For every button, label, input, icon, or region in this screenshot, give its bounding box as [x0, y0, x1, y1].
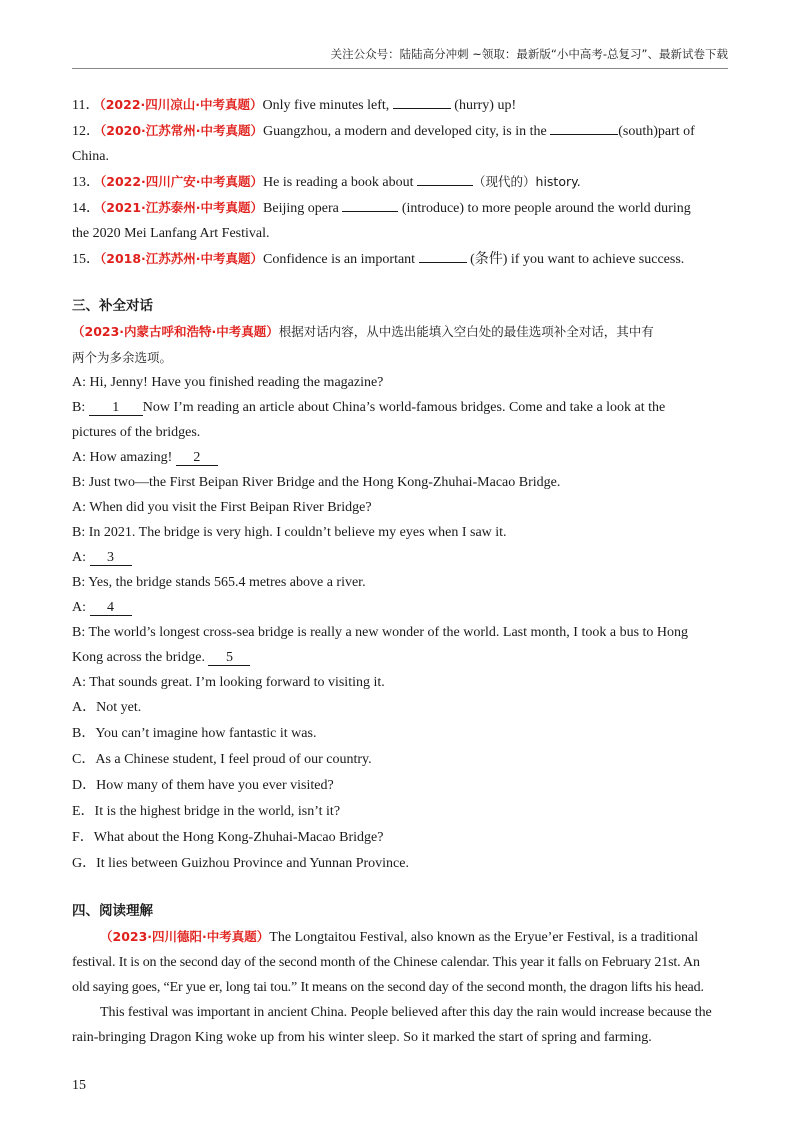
question-source: （2022·四川凉山·中考真题）: [99, 97, 263, 112]
dialogue-blank-3[interactable]: 3: [90, 550, 132, 566]
dialogue-blank-4[interactable]: 4: [90, 600, 132, 616]
question-number: 14．: [72, 201, 100, 216]
question-source: （2022·四川广安·中考真题）: [100, 174, 264, 189]
question-source: （2021·江苏泰州·中考真题）: [100, 200, 264, 215]
answer-blank[interactable]: [419, 247, 467, 263]
option-item: G．It lies between Guizhou Province and Yunnan Province.: [72, 856, 409, 871]
dialogue-instruction-continued: 两个为多余选项。: [72, 350, 173, 365]
dialogue-line-continued: pictures of the bridges.: [72, 425, 201, 440]
dialogue-text: A: How amazing!: [72, 450, 173, 465]
answer-blank[interactable]: [393, 93, 451, 109]
question-hint: (south)part of: [618, 124, 695, 139]
question-12: [72, 118, 728, 144]
dialogue-line: A: That sounds great. I’m looking forward to visiting it.: [72, 675, 385, 690]
answer-blank[interactable]: [417, 170, 473, 186]
section-source: （2023·内蒙古呼和浩特·中考真题）: [72, 324, 279, 339]
section-title-reading: 四、阅读理解: [72, 903, 153, 919]
dialogue-line-continued: [72, 645, 728, 670]
dialogue-line: A: When did you visit the First Beipan River Bridge?: [72, 500, 372, 515]
question-source: （2018·江苏苏州·中考真题）: [100, 251, 264, 266]
speaker-label: A:: [72, 550, 86, 565]
option-item: A．Not yet.: [72, 700, 142, 715]
option-item: F．What about the Hong Kong-Zhuhai-Macao Bridge?: [72, 830, 384, 845]
dialogue-line: [72, 395, 728, 420]
paragraph-line: rain-bringing Dragon King woke up from his winter sleep. So it marked the start of spring and farming.: [72, 1030, 652, 1045]
question-15: [72, 246, 728, 272]
paragraph-line: old saying goes, “Er yue er, long tai tou.” It means on the second day of the second month, the dragon lifts his head.: [72, 980, 704, 995]
document-body: [72, 92, 728, 1050]
question-text: Beijing opera: [263, 201, 339, 216]
question-number: 15．: [72, 252, 100, 267]
speaker-label: B:: [72, 400, 86, 415]
question-source: （2020·江苏常州·中考真题）: [100, 123, 264, 138]
reading-paragraph-2: This festival was important in ancient China. People believed after this day the rain would increase because the: [100, 1005, 712, 1020]
question-13: [72, 169, 728, 195]
question-hint: (条件) if you want to achieve success.: [470, 252, 685, 267]
question-number: 12．: [72, 124, 100, 139]
dialogue-line: B: Just two—the First Beipan River Bridge and the Hong Kong-Zhuhai-Macao Bridge.: [72, 475, 561, 490]
dialogue-line: B: In 2021. The bridge is very high. I couldn’t believe my eyes when I saw it.: [72, 525, 507, 540]
question-14: [72, 195, 728, 221]
question-14-continued: the 2020 Mei Lanfang Art Festival.: [72, 226, 270, 241]
answer-blank[interactable]: [550, 119, 618, 135]
dialogue-line: [72, 445, 728, 470]
question-number: 13．: [72, 175, 100, 190]
dialogue-line: [72, 545, 728, 570]
section-source: （2023·四川德阳·中考真题）: [100, 929, 270, 944]
question-text: Confidence is an important: [263, 252, 416, 267]
dialogue-line: B: Yes, the bridge stands 565.4 metres above a river.: [72, 575, 366, 590]
paragraph-text: The Longtaitou Festival, also known as the Eryue’er Festival, is a traditional: [269, 930, 699, 945]
option-item: B．You can’t imagine how fantastic it was.: [72, 726, 317, 741]
question-12-continued: China.: [72, 149, 109, 164]
page-number: 15: [72, 1078, 86, 1093]
reading-paragraph-1: [72, 924, 728, 950]
question-11: [72, 92, 728, 118]
section-title-dialogue: 三、补全对话: [72, 298, 153, 314]
dialogue-text: Now I’m reading an article about China’s world-famous bridges. Come and take a look at the: [142, 400, 666, 415]
option-item: D．How many of them have you ever visited?: [72, 778, 334, 793]
question-text: He is reading a book about: [263, 175, 414, 190]
option-item: E．It is the highest bridge in the world, isn’t it?: [72, 804, 341, 819]
option-item: C．As a Chinese student, I feel proud of our country.: [72, 752, 372, 767]
question-number: 11．: [72, 98, 100, 113]
question-hint: （现代的）history.: [473, 174, 581, 189]
speaker-label: A:: [72, 600, 86, 615]
dialogue-blank-5[interactable]: 5: [208, 650, 250, 666]
question-text: Guangzhou, a modern and developed city, is in the: [263, 124, 547, 139]
dialogue-line: A: Hi, Jenny! Have you finished reading the magazine?: [72, 375, 384, 390]
paragraph-line: festival. It is on the second day of the second month of the Chinese calendar. This year it falls on February 21st. An: [72, 955, 700, 970]
answer-blank[interactable]: [342, 196, 398, 212]
page-header: 关注公众号：陆陆高分冲刺 ~领取：最新版“小中高考-总复习”、最新试卷下载: [330, 47, 728, 61]
dialogue-blank-2[interactable]: 2: [176, 450, 218, 466]
question-text: Only five minutes left,: [262, 98, 390, 113]
dialogue-blank-1[interactable]: 1: [89, 400, 143, 416]
header-divider: [72, 68, 728, 69]
instruction-text: 根据对话内容，从中选出能填入空白处的最佳选项补全对话，其中有: [278, 324, 654, 339]
dialogue-line: B: The world’s longest cross-sea bridge is really a new wonder of the world. Last month, I took a bus to Hong: [72, 625, 689, 640]
dialogue-line: [72, 595, 728, 620]
question-hint: (introduce) to more people around the world during: [401, 201, 691, 216]
dialogue-instruction: [72, 319, 728, 345]
dialogue-text: Kong across the bridge.: [72, 650, 205, 665]
question-hint: (hurry) up!: [454, 98, 517, 113]
